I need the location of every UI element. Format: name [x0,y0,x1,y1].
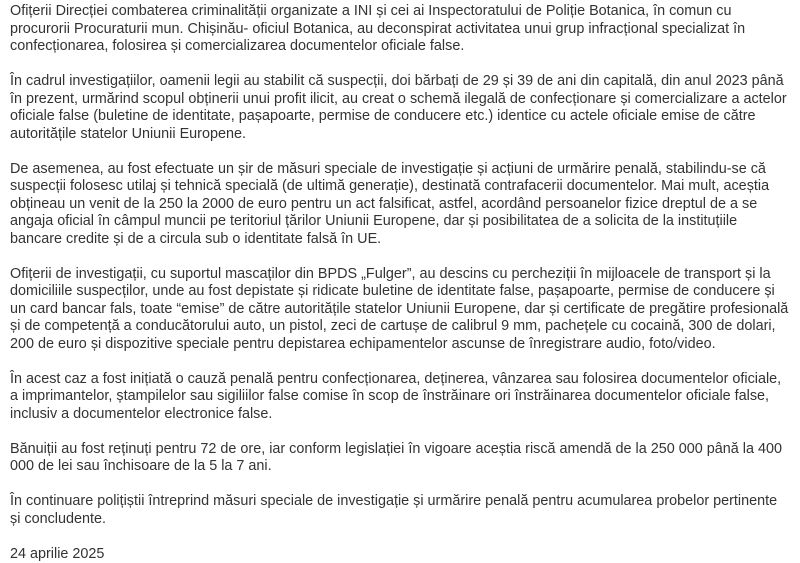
publication-date: 24 aprilie 2025 [10,546,790,563]
paragraph-special-measures: De asemenea, au fost efectuate un șir de măsuri speciale de investigație și acțiuni de urmărire penală, stabilindu-se că suspecții folosesc utilaj și tehnică specială (de ultimă generație), destinată contrafacerii documentelor. Mai mult, aceștia obțineau un venit de la 250 la 2000 de euro pentru un act falsificat, astfel, acordând persoanelor fizice dreptul de a se angaja oficial în câmpul muncii pe teritoriul țărilor Uniunii Europene, dar și posibilitatea de a solicita de la instituțiile bancare credite și de a circula sub o identitate falsă în UE. [10,161,790,249]
paragraph-criminal-case: În acest caz a fost inițiată o cauză penală pentru confecționarea, deținerea, vânzarea sau folosirea documentelor oficiale, a imprimantelor, ștampilelor sau sigiliilor false comise în scop de înstrăinare ori înstrăinarea documentelor oficiale false, inclusiv a documentelor electronice false. [10,371,790,424]
paragraph-detention: Bănuiții au fost reținuți pentru 72 de ore, iar conform legislației în vigoare aceștia riscă amendă de la 250 000 până la 400 000 de lei sau închisoare de la 5 la 7 ani. [10,441,790,476]
article-body [10,3,790,563]
paragraph-searches: Ofițerii de investigații, cu suportul mascaților din BPDS „Fulger”, au descins cu percheziții în mijloacele de transport și la domiciliile suspecților, unde au fost depistate și ridicate buletine de identitate false, pașapoarte, permise de conducere și un card bancar fals, toate “emise” de către autoritățile statelor Uniunii Europene, dar și certificate de pregătire profesională și de competență a conducătorului auto, un pistol, zeci de cartușe de calibrul 9 mm, pachețele cu cocaină, 300 de dolari, 200 de euro și dispozitive speciale pentru depistarea echipamentelor ascunse de înregistrare audio, foto/video. [10,266,790,354]
paragraph-intro: Ofițerii Direcției combaterea criminalității organizate a INI și cei ai Inspectoratului de Poliție Botanica, în comun cu procurorii Procuraturii mun. Chișinău- oficiul Botanica, au deconspirat activitatea unui grup infracțional specializat în confecționarea, folosirea și comercializarea documentelor oficiale false. [10,3,790,56]
paragraph-continuation: În continuare polițiștii întreprind măsuri speciale de investigație și urmărire penală pentru acumularea probelor pertinente și concludente. [10,493,790,528]
paragraph-investigation: În cadrul investigațiilor, oamenii legii au stabilit că suspecții, doi bărbați de 29 și 39 de ani din capitală, din anul 2023 până în prezent, urmărind scopul obținerii unui profit ilicit, au creat o schemă ilegală de confecționare și comercializare a actelor oficiale false (buletine de identitate, pașapoarte, permise de conducere etc.) identice cu actele oficiale emise de către autoritățile statelor Uniunii Europene. [10,73,790,143]
